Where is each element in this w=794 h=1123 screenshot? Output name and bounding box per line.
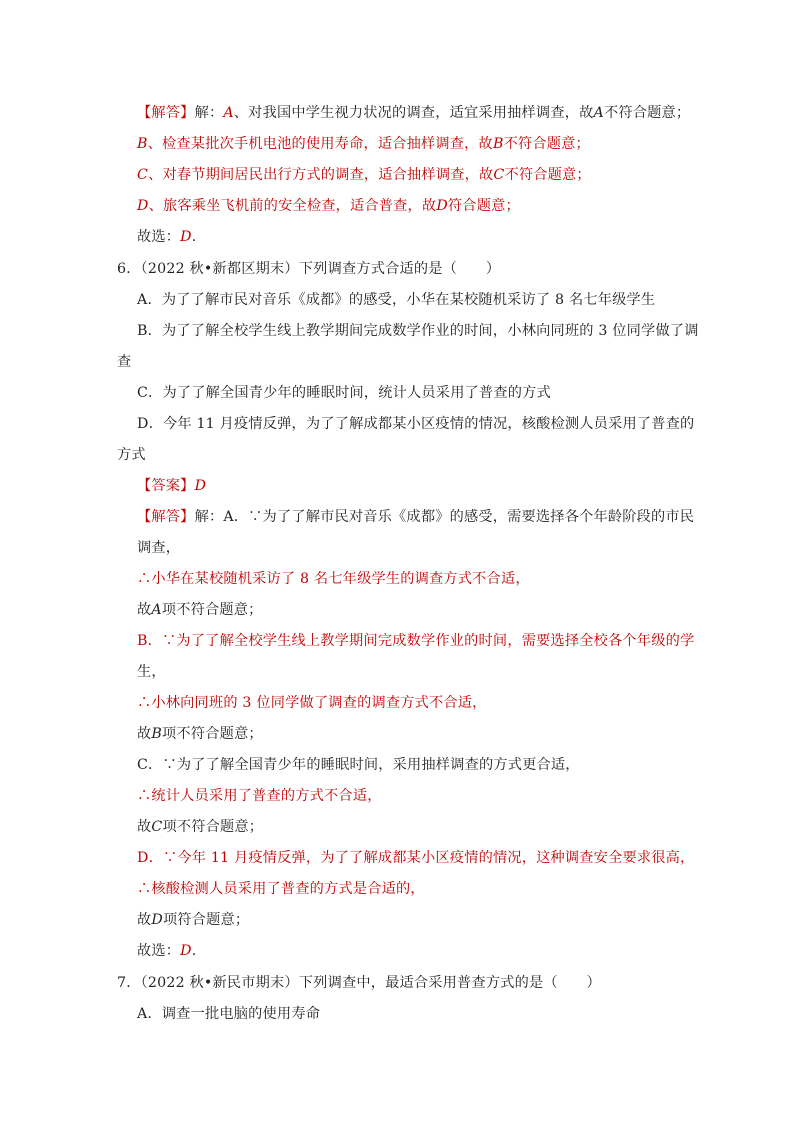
question-6-option-a: A．为了了解市民对音乐《成都》的感受，小华在某校随机采访了 8 名七年级学生 <box>137 292 656 308</box>
solution-5-line-4 <box>137 196 520 216</box>
question-7-stem: 7．（2022 秋•新民市期末）下列调查中，最适合采用普查方式的是（ ） <box>117 975 601 991</box>
text: 项不符合题意； <box>162 726 263 742</box>
option-var: D <box>436 198 448 214</box>
question-6-option-d-cont: 方式 <box>117 447 146 463</box>
solution-5-choose <box>137 227 196 247</box>
solution-5-line-2 <box>137 134 590 154</box>
question-6-solution-line-3: ∴小华在某校随机采访了 8 名七年级学生的调查方式不合适， <box>137 571 530 587</box>
solution-label: 【解答】 <box>137 105 195 121</box>
text: 不符合题意； <box>504 167 591 183</box>
text: 故 <box>137 912 152 928</box>
question-6-solution-line-8 <box>137 724 263 744</box>
text: 故 <box>137 726 152 742</box>
question-6-solution-line-2: 调查， <box>137 540 181 556</box>
option-var: C <box>493 167 505 183</box>
text: . <box>191 943 197 959</box>
option-var: B <box>151 726 163 742</box>
option-var: D <box>137 198 149 214</box>
text: 故 <box>137 602 152 618</box>
option-var: D <box>180 943 192 959</box>
text: 项不符合题意； <box>161 602 263 618</box>
text: 解：A．∵为了了解市民对音乐《成都》的感受，需要选择各个年龄阶段的市民 <box>194 509 695 525</box>
answer-value: D <box>194 478 207 494</box>
option-var: D <box>180 229 192 245</box>
option-var: A <box>593 105 604 121</box>
solution-5-line-1 <box>137 103 690 123</box>
solution-label: 【解答】 <box>137 509 195 525</box>
text: 故 <box>137 819 152 835</box>
text: 项不符合题意； <box>162 819 264 835</box>
option-var: C <box>137 167 149 183</box>
question-6-option-b-cont: 查 <box>117 354 132 370</box>
text: 、旅客乘坐飞机前的安全检查，适合普查，故 <box>148 198 437 214</box>
option-var: A <box>223 105 234 121</box>
question-6-solution-line-14 <box>137 910 249 930</box>
question-6-stem: 6．（2022 秋•新都区期末）下列调查方式合适的是（ ） <box>117 261 501 277</box>
text: 故选： <box>137 943 181 959</box>
option-var: B <box>492 136 504 152</box>
question-6-solution-line-4 <box>137 600 263 620</box>
question-6-solution-line-11 <box>137 817 263 837</box>
question-6-solution-line-5: B．∵为了了解全校学生线上教学期间完成数学作业的时间，需要选择全校各个年级的学 <box>137 633 695 649</box>
text: 、对我国中学生视力状况的调查，适宜采用抽样调查，故 <box>233 105 594 121</box>
option-var: D <box>151 912 163 928</box>
text: 故选： <box>137 229 181 245</box>
question-6-option-b: B．为了了解全校学生线上教学期间完成数学作业的时间，小林向同班的 3 位同学做了调 <box>137 323 699 339</box>
text: 不符合题意； <box>603 105 691 121</box>
text: 不符合题意； <box>503 136 590 152</box>
question-7-option-a: A．调查一批电脑的使用寿命 <box>137 1006 321 1022</box>
option-var: C <box>151 819 163 835</box>
question-6-solution-line-13: ∴核酸检测人员采用了普查的方式是合适的， <box>137 881 425 897</box>
question-6-solution-line-12: D．∵今年 11 月疫情反弹，为了了解成都某小区疫情的情况，这种调查安全要求很高， <box>137 850 695 866</box>
text: 项符合题意； <box>162 912 250 928</box>
text: 、对春节期间居民出行方式的调查，适合抽样调查，故 <box>148 167 494 183</box>
option-var: A <box>151 602 162 618</box>
option-var: B <box>137 136 148 152</box>
question-6-solution-line-6: 生， <box>137 664 166 680</box>
question-6-solution-line-9: C．∵为了了解全国青少年的睡眠时间，采用抽样调查的方式更合适， <box>137 757 580 773</box>
question-6-option-d: D．今年 11 月疫情反弹，为了了解成都某小区疫情的情况，核酸检测人员采用了普查的 <box>137 416 695 432</box>
text: 符合题意； <box>447 198 520 214</box>
question-6-solution-line-7: ∴小林向同班的 3 位同学做了调查的调查方式不合适， <box>137 695 487 711</box>
question-6-answer <box>137 476 206 496</box>
solution-5-line-3 <box>137 165 591 185</box>
question-6-option-c: C．为了了解全国青少年的睡眠时间，统计人员采用了普查的方式 <box>137 385 551 401</box>
text: 解： <box>194 105 224 121</box>
answer-label: 【答案】 <box>137 478 195 494</box>
question-6-solution-line-1 <box>137 507 694 527</box>
question-6-solution-line-10: ∴统计人员采用了普查的方式不合适， <box>137 788 382 804</box>
text: 、检查某批次手机电池的使用寿命，适合抽样调查，故 <box>147 136 493 152</box>
question-6-choose <box>137 941 196 961</box>
text: . <box>191 229 197 245</box>
